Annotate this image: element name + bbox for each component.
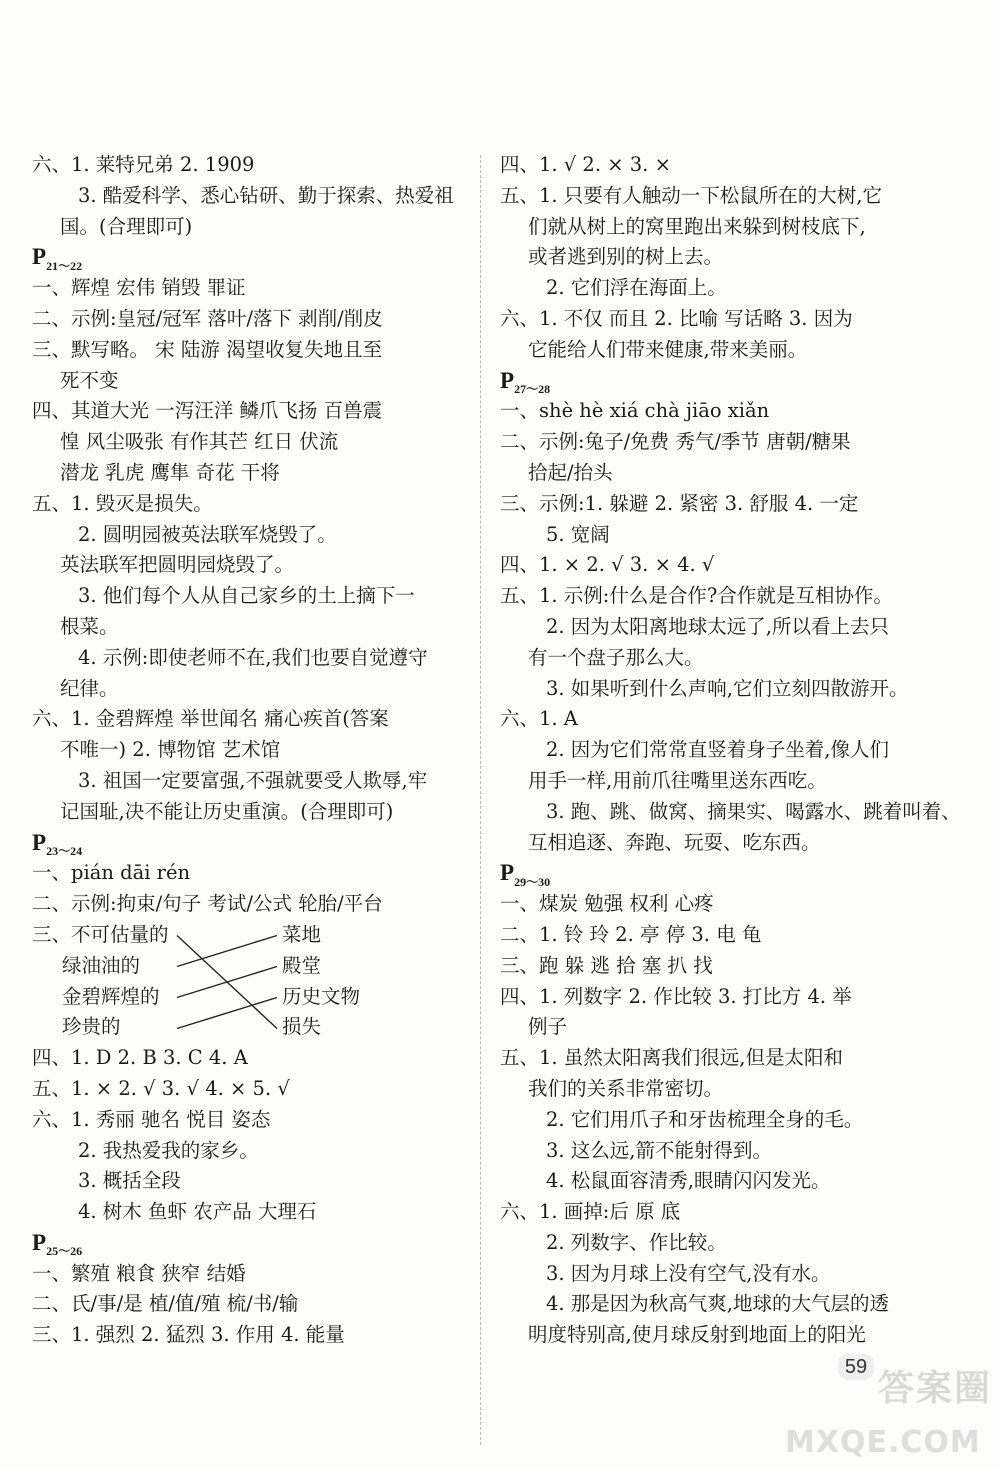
answer-line: 潜龙 乳虎 鹰隼 奇花 干将 bbox=[60, 460, 280, 484]
answer-line: 一、pián dāi rén bbox=[32, 861, 191, 885]
answer-line: 2. 圆明园被英法联军烧毁了。 bbox=[78, 522, 337, 546]
answer-line: 2. 因为太阳离地球太远了,所以看上去只 bbox=[546, 614, 890, 638]
matching-left-item: 三、不可估量的 bbox=[32, 922, 169, 946]
page-range-numbers: 23～24 bbox=[46, 844, 83, 859]
answer-line: 用手一样,用前爪往嘴里送东西吃。 bbox=[528, 768, 827, 792]
matching-row bbox=[32, 982, 472, 1013]
page-range-letter: P bbox=[32, 829, 47, 855]
answer-line: 明度特别高,使月球反射到地面上的阳光 bbox=[528, 1323, 866, 1347]
answer-line: 英法联军把圆明园烧毁了。 bbox=[60, 553, 295, 577]
answer-line: 二、氏/事/是 植/值/殖 梳/书/输 bbox=[32, 1292, 299, 1316]
page-range-letter: P bbox=[500, 367, 515, 393]
answer-line: 五、1. 示例:什么是合作?合作就是互相协作。 bbox=[500, 584, 893, 608]
answer-line: 3. 概括全段 bbox=[78, 1169, 181, 1193]
answer-line: 3. 因为月球上没有空气,没有水。 bbox=[546, 1261, 831, 1285]
page-range-header bbox=[500, 366, 940, 397]
answer-line: 3. 这么远,箭不能射得到。 bbox=[546, 1138, 773, 1162]
answer-line: 4. 示例:即使老师不在,我们也要自觉遵守 bbox=[78, 645, 428, 669]
answer-line: 3. 祖国一定要富强,不强就要受人欺辱,牢 bbox=[78, 768, 428, 792]
matching-right-item: 殿堂 bbox=[282, 953, 322, 977]
answer-line: 六、1. 不仅 而且 2. 比喻 写话略 3. 因为 bbox=[500, 306, 853, 330]
answer-line: 5. 宽阔 bbox=[546, 522, 610, 546]
matching-left-item: 绿油油的 bbox=[62, 953, 141, 977]
answer-line: 五、1. 虽然太阳离我们很远,但是太阳和 bbox=[500, 1046, 844, 1070]
watermark-url: MXQE.COM bbox=[785, 1425, 981, 1460]
watermark-logo-text: 答案圈 bbox=[878, 1368, 993, 1409]
answer-line: 惶 风尘吸张 有作其芒 红日 伏流 bbox=[60, 430, 339, 454]
matching-row bbox=[32, 1012, 472, 1043]
answer-line: 不唯一) 2. 博物馆 艺术馆 bbox=[60, 738, 281, 762]
answer-line: 四、其道大光 一泻汪洋 鳞爪飞扬 百兽震 bbox=[32, 399, 383, 423]
page-range-numbers: 29～30 bbox=[514, 874, 551, 889]
answer-line: 4. 松鼠面容清秀,眼睛闪闪发光。 bbox=[546, 1169, 831, 1193]
matching-right-item: 历史文物 bbox=[282, 984, 361, 1008]
answer-line: 五、1. 毁灭是损失。 bbox=[32, 491, 213, 515]
answer-line: 拾起/抬头 bbox=[528, 460, 613, 484]
answer-line: 六、1. A bbox=[500, 707, 578, 731]
answer-line: 4. 那是因为秋高气爽,地球的大气层的透 bbox=[546, 1292, 890, 1316]
matching-row bbox=[32, 951, 472, 982]
column-divider bbox=[480, 155, 481, 1445]
answer-line: 根菜。 bbox=[60, 614, 119, 638]
answer-line: 4. 树木 鱼虾 农产品 大理石 bbox=[78, 1200, 317, 1224]
answer-line: 国。(合理即可) bbox=[60, 214, 193, 238]
matching-row bbox=[32, 920, 472, 951]
answer-line: 2. 它们用爪子和牙齿梳理全身的毛。 bbox=[546, 1107, 864, 1131]
matching-right-item: 损失 bbox=[282, 1015, 322, 1039]
answer-line: 二、示例:皇冠/冠军 落叶/落下 剥削/削皮 bbox=[32, 306, 383, 330]
matching-right-item: 菜地 bbox=[282, 922, 322, 946]
answer-line: 四、1. × 2. √ 3. × 4. √ bbox=[500, 553, 715, 577]
answer-line: 六、1. 画掉:后 原 底 bbox=[500, 1200, 681, 1224]
answer-line: 3. 跑、跳、做窝、摘果实、喝露水、跳着叫着、 bbox=[546, 799, 961, 823]
answer-line: 三、示例:1. 躲避 2. 紧密 3. 舒服 4. 一定 bbox=[500, 491, 859, 515]
answer-line: 三、跑 躲 逃 拾 塞 扒 找 bbox=[500, 953, 713, 977]
answer-line: 们就从树上的窝里跑出来躲到树枝底下, bbox=[528, 214, 866, 238]
page-range-header bbox=[32, 1228, 472, 1259]
answer-line: 二、示例:兔子/免费 秀气/季节 唐朝/糖果 bbox=[500, 430, 851, 454]
answer-line: 二、示例:拘束/句子 考试/公式 轮胎/平台 bbox=[32, 892, 383, 916]
right-answer-column bbox=[500, 150, 961, 1351]
answer-line: 死不变 bbox=[60, 368, 119, 392]
answer-line: 六、1. 秀丽 驰名 悦目 姿态 bbox=[32, 1107, 271, 1131]
answer-line: 记国耻,决不能让历史重演。(合理即可) bbox=[60, 799, 394, 823]
page-number: 59 bbox=[838, 1354, 874, 1380]
answer-line: 一、繁殖 粮食 狭窄 结婚 bbox=[32, 1261, 246, 1285]
answer-line: 我们的关系非常密切。 bbox=[528, 1076, 724, 1100]
page-range-header bbox=[32, 242, 472, 273]
page-range-numbers: 27～28 bbox=[514, 382, 551, 397]
answer-line: 一、shè hè xiá chà jiāo xiǎn bbox=[500, 399, 770, 423]
answer-line: 互相追逐、奔跑、玩耍、吃东西。 bbox=[528, 830, 821, 854]
answer-line: 3. 酷爱科学、悉心钻研、勤于探索、热爱祖 bbox=[78, 183, 454, 207]
page-range-letter: P bbox=[500, 860, 515, 886]
answer-line: 2. 因为它们常常直竖着身子坐着,像人们 bbox=[546, 738, 890, 762]
answer-line: 四、1. √ 2. × 3. × bbox=[500, 153, 671, 176]
answer-line: 它能给人们带来健康,带来美丽。 bbox=[528, 337, 808, 361]
page-range-numbers: 21～22 bbox=[46, 258, 83, 273]
answer-line: 2. 它们浮在海面上。 bbox=[546, 276, 727, 300]
answer-line: 2. 列数字、作比较。 bbox=[546, 1230, 727, 1254]
answer-line: 四、1. 列数字 2. 作比较 3. 打比方 4. 举 bbox=[500, 984, 852, 1008]
answer-line: 纪律。 bbox=[60, 676, 119, 700]
answer-line: 3. 他们每个人从自己家乡的土上摘下一 bbox=[78, 584, 415, 608]
answer-line: 五、1. × 2. √ 3. √ 4. × 5. √ bbox=[32, 1076, 290, 1100]
answer-line: 或者逃到别的树上去。 bbox=[528, 245, 724, 269]
page-range-letter: P bbox=[32, 244, 47, 270]
answer-line: 例子 bbox=[528, 1015, 568, 1039]
answer-line: 三、默写略。 宋 陆游 渴望收复失地且至 bbox=[32, 337, 383, 361]
answer-line: 六、1. 莱特兄弟 2. 1909 bbox=[32, 153, 255, 176]
answer-line: 三、1. 强烈 2. 猛烈 3. 作用 4. 能量 bbox=[32, 1323, 345, 1347]
page-range-numbers: 25～26 bbox=[46, 1244, 83, 1259]
left-answer-column bbox=[32, 150, 472, 1351]
answer-line: 二、1. 铃 玲 2. 亭 停 3. 电 龟 bbox=[500, 922, 762, 946]
page-range-header bbox=[500, 858, 940, 889]
page-range-letter: P bbox=[32, 1229, 47, 1255]
answer-line: 四、1. D 2. B 3. C 4. A bbox=[32, 1046, 248, 1070]
answer-line: 3. 如果听到什么声响,它们立刻四散游开。 bbox=[546, 676, 909, 700]
page-range-header bbox=[32, 828, 472, 859]
answer-line: 一、煤炭 勉强 权利 心疼 bbox=[500, 892, 714, 916]
answer-line: 六、1. 金碧辉煌 举世闻名 痛心疾首(答案 bbox=[32, 707, 389, 731]
answer-line: 五、1. 只要有人触动一下松鼠所在的大树,它 bbox=[500, 183, 883, 207]
matching-left-item: 金碧辉煌的 bbox=[62, 984, 160, 1008]
answer-line: 2. 我热爱我的家乡。 bbox=[78, 1138, 259, 1162]
answer-line: 一、辉煌 宏伟 销毁 罪证 bbox=[32, 276, 246, 300]
matching-left-item: 珍贵的 bbox=[62, 1015, 121, 1039]
answer-line: 有一个盘子那么大。 bbox=[528, 645, 704, 669]
